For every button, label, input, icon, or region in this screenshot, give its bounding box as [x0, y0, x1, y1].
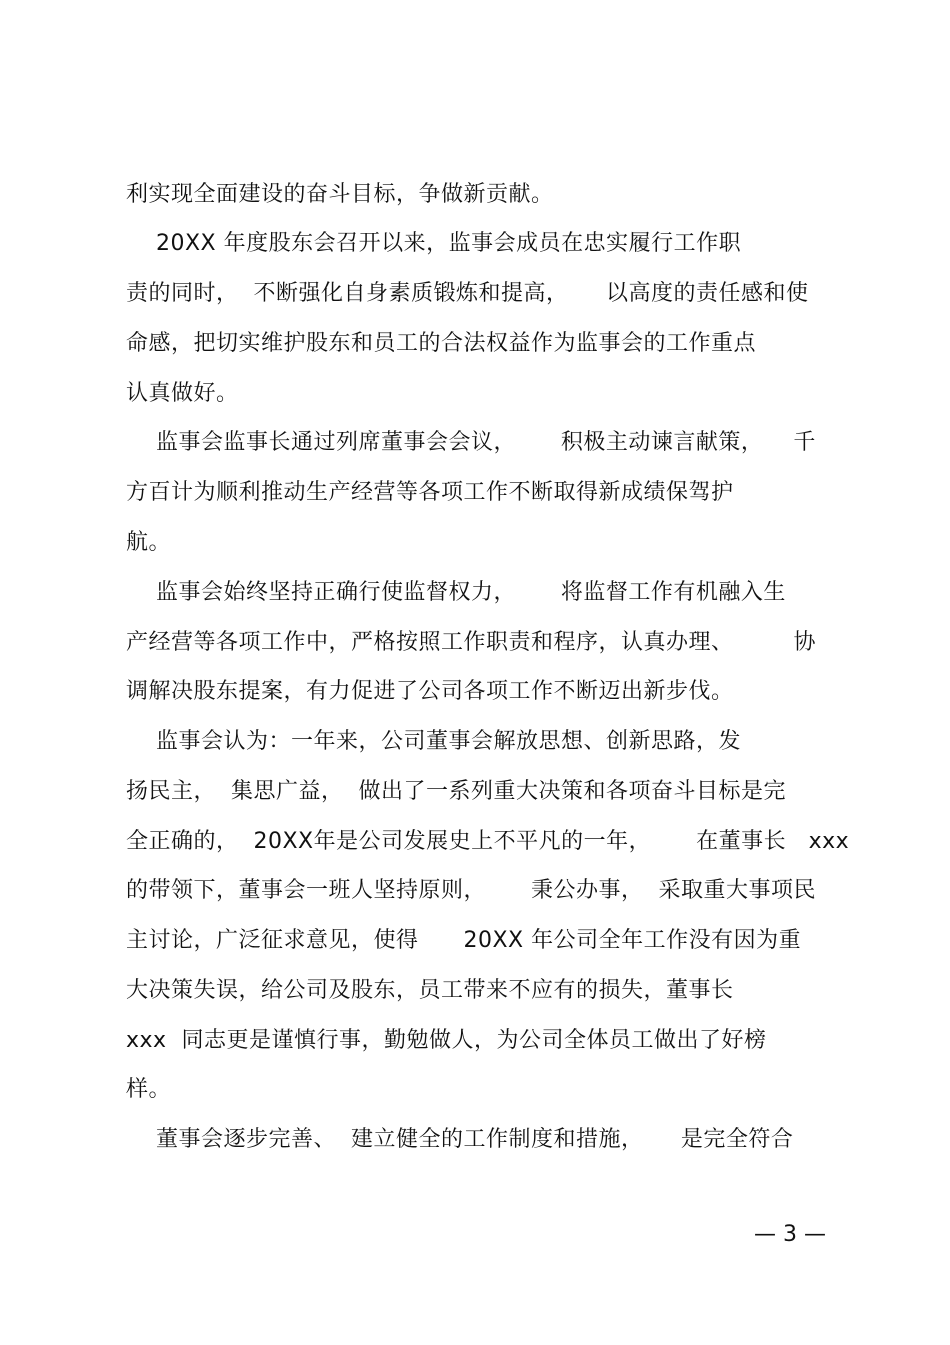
text-line: 命感，把切实维护股东和员工的合法权益作为监事会的工作重点	[126, 331, 757, 356]
text-line: 20XX 年度股东会召开以来，监事会成员在忠实履行工作职	[126, 231, 742, 256]
text-line: 监事会始终坚持正确行使监督权力， 将监督工作有机融入生	[126, 580, 786, 605]
text-line: 责的同时， 不断强化自身素质锻炼和提高， 以高度的责任感和使	[126, 281, 809, 306]
text-line: 监事会监事长通过列席董事会会议， 积极主动谏言献策， 千	[126, 430, 816, 455]
text-line: 产经营等各项工作中，严格按照工作职责和程序，认真办理、 协	[126, 630, 816, 655]
text-line: 大决策失误，给公司及股东，员工带来不应有的损失，董事长	[126, 978, 734, 1003]
text-line: 航。	[126, 530, 172, 555]
text-line: 认真做好。	[126, 381, 239, 406]
page-number: — 3 —	[754, 1222, 826, 1247]
text-line: 监事会认为：一年来，公司董事会解放思想、创新思路，发	[126, 729, 741, 754]
text-line: 董事会逐步完善、 建立健全的工作制度和措施， 是完全符合	[126, 1127, 794, 1152]
text-line: 样。	[126, 1077, 172, 1102]
text-line: 主讨论，广泛征求意见，使得 20XX 年公司全年工作没有因为重	[126, 928, 802, 953]
text-line: 方百计为顺利推动生产经营等各项工作不断取得新成绩保驾护	[126, 480, 734, 505]
text-line: 全正确的， 20XX年是公司发展史上不平凡的一年， 在董事长 xxx	[126, 829, 850, 854]
text-line: 的带领下，董事会一班人坚持原则， 秉公办事， 采取重大事项民	[126, 878, 816, 903]
text-line: xxx 同志更是谨慎行事，勤勉做人，为公司全体员工做出了好榜	[126, 1028, 767, 1053]
text-line: 调解决股东提案，有力促进了公司各项工作不断迈出新步伐。	[126, 679, 734, 704]
text-line: 扬民主， 集思广益， 做出了一系列重大决策和各项奋斗目标是完	[126, 779, 786, 804]
text-line: 利实现全面建设的奋斗目标，争做新贡献。	[126, 182, 554, 207]
